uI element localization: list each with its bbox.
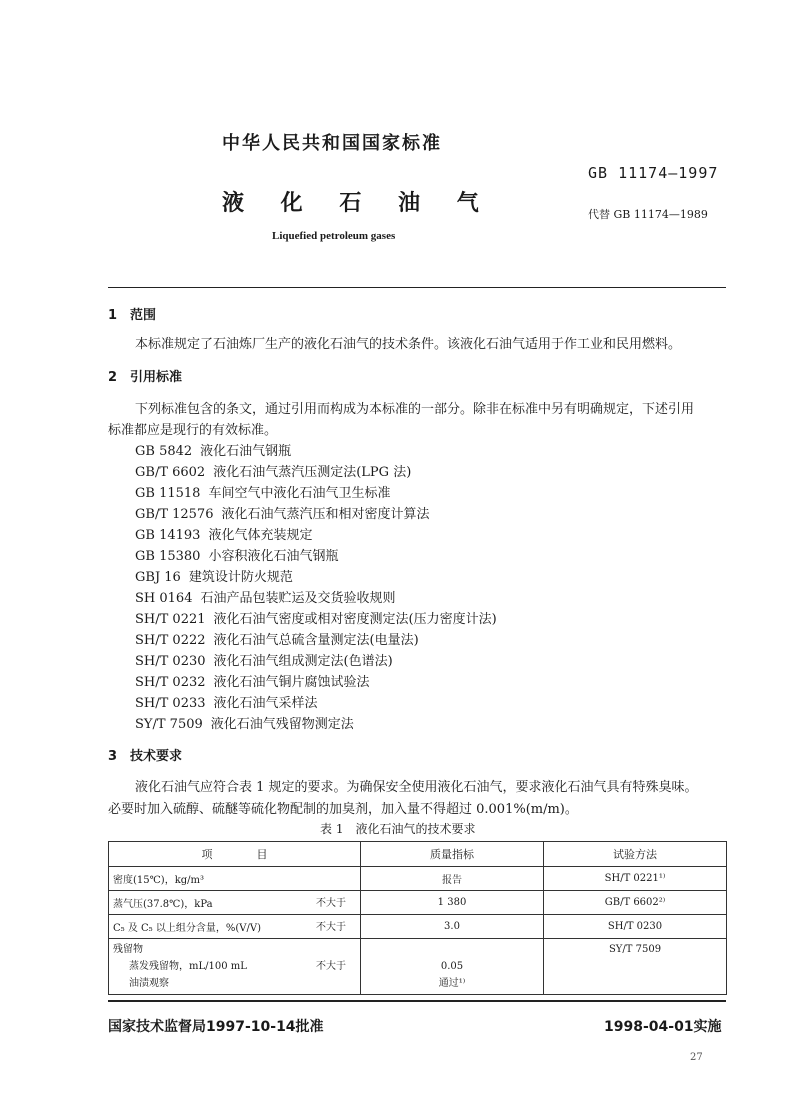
- standard-title: 液化石油气钢瓶: [200, 444, 292, 459]
- list-item: [135, 524, 312, 543]
- list-item: [135, 461, 411, 480]
- list-item: [135, 482, 390, 501]
- title-char: 化: [280, 191, 303, 216]
- standard-code: SH/T 0221: [135, 612, 206, 627]
- list-item: [135, 650, 393, 669]
- table-row: [109, 939, 727, 995]
- standard-code: SY/T 7509: [135, 717, 203, 732]
- title-char: 石: [339, 191, 362, 216]
- residue-sub2-spec: 通过¹⁾: [438, 978, 466, 989]
- residue-sub1-label: 蒸发残留物，mL/100 mL: [129, 961, 247, 972]
- english-title: Liquefied petroleum gases: [272, 230, 396, 242]
- standard-title: 车间空气中液化石油气卫生标准: [208, 486, 391, 501]
- residue-sub1-limit: 不大于: [316, 961, 346, 972]
- residue-label: 残留物: [113, 944, 143, 955]
- standard-code: GB 5842: [135, 444, 193, 459]
- table-row: [109, 891, 727, 915]
- row-spec: 1 380: [361, 891, 544, 915]
- header-method: 试验方法: [544, 842, 727, 867]
- row-method: SH/T 0230: [544, 915, 727, 939]
- table-header-row: [109, 842, 727, 867]
- list-item: [135, 608, 497, 627]
- list-item: [135, 545, 338, 564]
- list-item: [135, 629, 419, 648]
- header-divider: [108, 287, 726, 288]
- title-char: 油: [398, 191, 421, 216]
- standard-title: 建筑设计防火规范: [188, 570, 293, 585]
- national-standard-title: 中华人民共和国国家标准: [222, 133, 442, 154]
- table-row: [109, 867, 727, 891]
- limit-label: 不大于: [316, 898, 346, 909]
- standard-code: GB 15380: [135, 549, 201, 564]
- limit-label: 不大于: [316, 922, 346, 933]
- item-label: C₅ 及 C₅ 以上组分含量，%(V/V): [113, 923, 261, 934]
- standard-code: GB/T 12576: [135, 507, 214, 522]
- title-char: 气: [456, 191, 479, 216]
- replaces-note: 代替 GB 11174—1989: [588, 208, 708, 221]
- item-label: 密度(15℃)，kg/m³: [113, 875, 205, 886]
- standard-code: SH/T 0222: [135, 633, 206, 648]
- section1-heading: 1 范围: [108, 308, 157, 323]
- footer-divider: [108, 1000, 726, 1002]
- standard-title: 液化石油气采样法: [213, 696, 318, 711]
- standard-title: 液化石油气总硫含量测定法(电量法): [213, 633, 419, 648]
- row-item: [109, 891, 361, 915]
- standard-number: GB 11174—1997: [588, 164, 719, 182]
- residue-sub1-spec: 0.05: [440, 961, 464, 972]
- row-method-residue: SY/T 7509: [544, 939, 727, 995]
- list-item: [135, 713, 354, 732]
- page-number: 27: [690, 1052, 703, 1063]
- section2-intro-line2: 标准都应是现行的有效标准。: [108, 423, 278, 438]
- row-item-residue: [109, 939, 361, 995]
- list-item: [135, 440, 291, 459]
- list-item: [135, 692, 318, 711]
- section3-body-line1: 液化石油气应符合表 1 规定的要求。为确保安全使用液化石油气，要求液化石油气具有特殊臭味。: [135, 780, 698, 795]
- standard-code: GB 11518: [135, 486, 201, 501]
- standard-code: SH 0164: [135, 591, 193, 606]
- item-label: 蒸气压(37.8℃)，kPa: [113, 899, 213, 910]
- header-spec: 质量指标: [361, 842, 544, 867]
- standard-title: 小容积液化石油气钢瓶: [208, 549, 339, 564]
- standard-code: GB/T 6602: [135, 465, 206, 480]
- table-caption: 表 1 液化石油气的技术要求: [320, 822, 476, 836]
- standard-code: SH/T 0230: [135, 654, 206, 669]
- row-item: [109, 867, 361, 891]
- document-title: [222, 186, 481, 217]
- list-item: [135, 503, 430, 522]
- row-spec: 3.0: [361, 915, 544, 939]
- standard-title: 液化石油气残留物测定法: [210, 717, 354, 732]
- standard-title: 液化气体充装规定: [208, 528, 313, 543]
- row-method: GB/T 6602²⁾: [544, 891, 727, 915]
- residue-sub2: 油渍观察: [129, 978, 169, 989]
- list-item: [135, 566, 293, 585]
- standard-code: SH/T 0232: [135, 675, 206, 690]
- requirements-table: [108, 841, 727, 995]
- standard-title: 液化石油气密度或相对密度测定法(压力密度计法): [213, 612, 497, 627]
- section2-intro-line1: 下列标准包含的条文，通过引用而构成为本标准的一部分。除非在标准中另有明确规定，下述引用: [135, 402, 695, 417]
- row-spec: 报告: [361, 867, 544, 891]
- standard-code: GB 14193: [135, 528, 201, 543]
- effective-date: 1998-04-01实施: [604, 1019, 722, 1035]
- standard-title: 液化石油气蒸汽压和相对密度计算法: [221, 507, 430, 522]
- header-item: 项 目: [109, 842, 361, 867]
- list-item: [135, 671, 370, 690]
- row-spec-residue: [361, 939, 544, 995]
- standard-title: 液化石油气组成测定法(色谱法): [213, 654, 393, 669]
- row-item: [109, 915, 361, 939]
- section1-body: 本标准规定了石油炼厂生产的液化石油气的技术条件。该液化石油气适用于作工业和民用燃料。: [135, 337, 682, 352]
- row-method: SH/T 0221¹⁾: [544, 867, 727, 891]
- standard-title: 石油产品包装贮运及交货验收规则: [200, 591, 396, 606]
- standard-title: 液化石油气蒸汽压测定法(LPG 法): [213, 465, 412, 480]
- section3-body-line2: 必要时加入硫醇、硫醚等硫化物配制的加臭剂，加入量不得超过 0.001%(m/m)。: [108, 802, 578, 817]
- residue-sub1: [113, 958, 356, 975]
- standard-title: 液化石油气铜片腐蚀试验法: [213, 675, 370, 690]
- title-char: 液: [222, 191, 245, 216]
- section3-heading: 3 技术要求: [108, 749, 183, 764]
- standard-code: SH/T 0233: [135, 696, 206, 711]
- approval-note: 国家技术监督局1997-10-14批准: [108, 1019, 324, 1035]
- list-item: [135, 587, 395, 606]
- standard-code: GBJ 16: [135, 570, 181, 585]
- table-row: [109, 915, 727, 939]
- section2-heading: 2 引用标准: [108, 370, 183, 385]
